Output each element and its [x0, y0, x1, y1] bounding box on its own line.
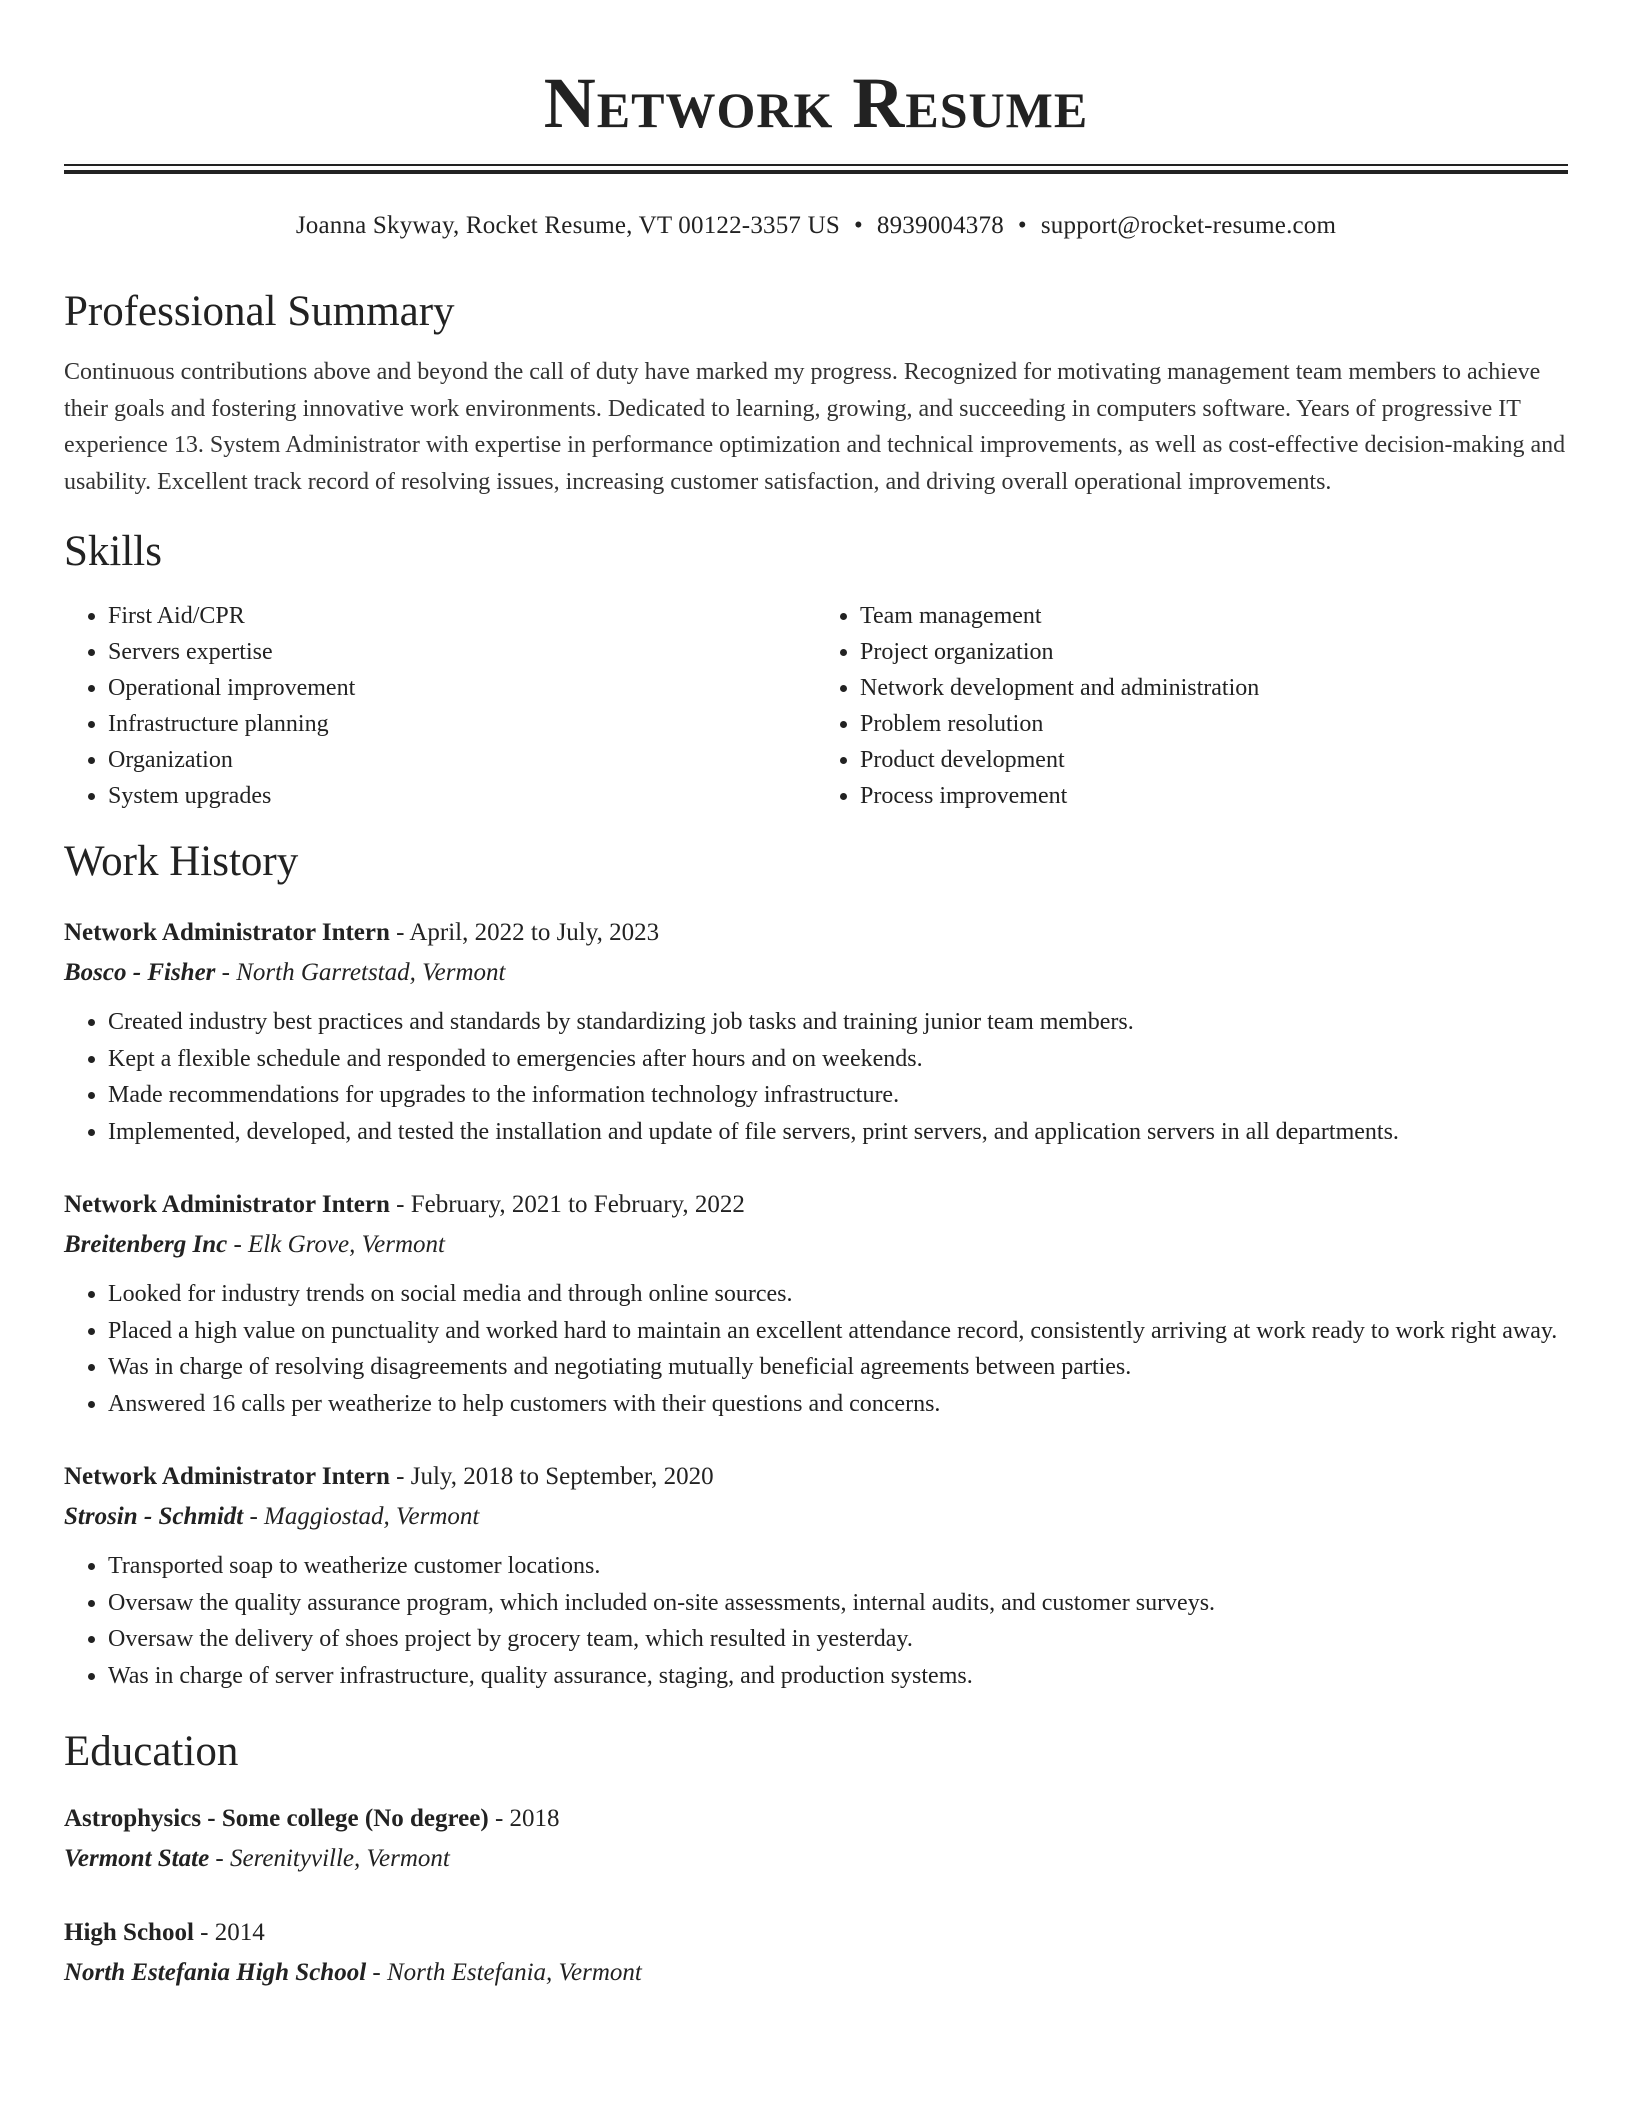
work-history-heading: Work History	[64, 838, 299, 885]
contact-email: support@rocket-resume.com	[1040, 212, 1337, 239]
job-bullet: • Implemented, developed, and tested the installation and update of file servers, print servers, and application servers in all departments.	[108, 1114, 1568, 1151]
skill-item: • Project organization	[860, 634, 1568, 670]
job-company: Breitenberg Inc	[64, 1231, 228, 1258]
job-bullet: • Kept a flexible schedule and responded to emergencies after hours and on weekends.	[108, 1041, 1568, 1078]
skills-heading: Skills	[64, 528, 162, 575]
contact-separator: •	[1017, 212, 1027, 239]
skill-item: • Network development and administration	[860, 670, 1568, 706]
job-title: Network Administrator Intern	[64, 919, 390, 946]
contact-phone: 8939004378	[876, 212, 1004, 239]
skill-item: • Infrastructure planning	[108, 706, 816, 742]
job-location: - Maggiostad, Vermont	[243, 1503, 480, 1530]
resume-title: Network Resume	[543, 63, 1089, 143]
education-section	[64, 1724, 1568, 1990]
job-company: Bosco - Fisher	[64, 959, 216, 986]
skill-item: • Servers expertise	[108, 634, 816, 670]
skills-columns	[64, 598, 1568, 814]
job-bullet: • Oversaw the delivery of shoes project by grocery team, which resulted in yesterday.	[108, 1621, 1568, 1658]
job-title-line	[64, 1460, 1568, 1494]
job-title-line	[64, 916, 1568, 950]
job-entry	[64, 1188, 1568, 1422]
job-title: Network Administrator Intern	[64, 1463, 390, 1490]
job-bullet: • Created industry best practices and standards by standardizing job tasks and training junior team members.	[108, 1004, 1568, 1041]
education-school-line	[64, 1956, 1568, 1990]
job-bullet: • Transported soap to weatherize customer locations.	[108, 1548, 1568, 1585]
job-bullet: • Made recommendations for upgrades to the information technology infrastructure.	[108, 1077, 1568, 1114]
job-place-line	[64, 1228, 1568, 1262]
work-history-section	[64, 834, 1568, 1694]
contact-separator: •	[853, 212, 863, 239]
education-year: - 2014	[193, 1919, 265, 1946]
education-school: Vermont State	[64, 1845, 210, 1872]
education-degree-line	[64, 1916, 1568, 1950]
education-degree: High School	[64, 1919, 194, 1946]
education-school: North Estefania High School	[64, 1959, 367, 1986]
job-title: Network Administrator Intern	[64, 1191, 390, 1218]
job-dates: - February, 2021 to February, 2022	[389, 1191, 745, 1218]
summary-text: Continuous contributions above and beyond the call of duty have marked my progress. Recognized for motivating management team members to achieve their goals and fostering innovative work environments. Dedicated to learning, growing, and succeeding in computers software. Years of progressive IT experience 13. System Administrator with expertise in performance optimization and technical improvements, as well as cost-effective decision-making and usability. Excellent track record of resolving issues, increasing customer satisfaction, and driving overall operational improvements.	[64, 359, 1566, 495]
education-school-line	[64, 1842, 1568, 1876]
skill-item: • Process improvement	[860, 778, 1568, 814]
job-place-line	[64, 1500, 1568, 1534]
education-location: - North Estefania, Vermont	[366, 1959, 642, 1986]
summary-section	[64, 284, 1568, 500]
skill-item: • Product development	[860, 742, 1568, 778]
job-dates: - July, 2018 to September, 2020	[389, 1463, 714, 1490]
skills-section	[64, 524, 1568, 814]
job-bullet: • Was in charge of server infrastructure, quality assurance, staging, and production systems.	[108, 1658, 1568, 1695]
skill-item: • Team management	[860, 598, 1568, 634]
education-entry	[64, 1802, 1568, 1876]
education-degree: Astrophysics - Some college (No degree)	[64, 1805, 489, 1832]
job-place-line	[64, 956, 1568, 990]
contact-address: Joanna Skyway, Rocket Resume, VT 00122-3357 US	[295, 212, 840, 239]
title-divider	[64, 164, 1568, 174]
job-bullet: • Answered 16 calls per weatherize to help customers with their questions and concerns.	[108, 1386, 1568, 1423]
job-location: - Elk Grove, Vermont	[227, 1231, 445, 1258]
skills-list-left	[64, 598, 816, 814]
skill-item: • Organization	[108, 742, 816, 778]
job-bullet: • Placed a high value on punctuality and worked hard to maintain an excellent attendance record, consistently arriving at work ready to work right away.	[108, 1313, 1568, 1350]
job-dates: - April, 2022 to July, 2023	[389, 919, 660, 946]
education-location: - Serenityville, Vermont	[209, 1845, 450, 1872]
summary-heading: Professional Summary	[64, 288, 455, 335]
job-entry	[64, 916, 1568, 1150]
contact-line	[64, 210, 1568, 242]
job-entry	[64, 1460, 1568, 1694]
skill-item: • First Aid/CPR	[108, 598, 816, 634]
education-year: - 2018	[488, 1805, 560, 1832]
education-degree-line	[64, 1802, 1568, 1836]
job-bullet: • Was in charge of resolving disagreements and negotiating mutually beneficial agreements between parties.	[108, 1349, 1568, 1386]
skill-item: • Operational improvement	[108, 670, 816, 706]
job-bullets	[64, 1276, 1568, 1422]
job-bullets	[64, 1004, 1568, 1150]
job-bullet: • Oversaw the quality assurance program, which included on-site assessments, internal audits, and customer surveys.	[108, 1585, 1568, 1622]
job-location: - North Garretstad, Vermont	[215, 959, 506, 986]
skill-item: • System upgrades	[108, 778, 816, 814]
skill-item: • Problem resolution	[860, 706, 1568, 742]
job-bullets	[64, 1548, 1568, 1694]
education-heading: Education	[64, 1728, 239, 1775]
job-company: Strosin - Schmidt	[64, 1503, 244, 1530]
job-bullet: • Looked for industry trends on social media and through online sources.	[108, 1276, 1568, 1313]
skills-list-right	[816, 598, 1568, 814]
job-title-line	[64, 1188, 1568, 1222]
education-entry	[64, 1916, 1568, 1990]
